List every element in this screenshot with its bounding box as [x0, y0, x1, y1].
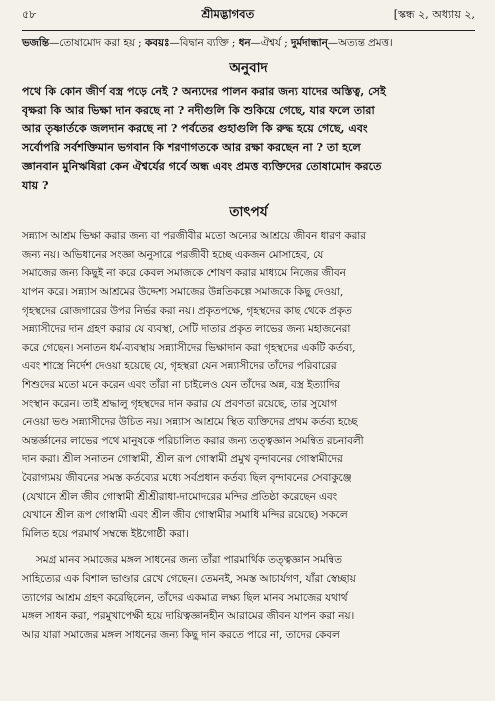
text-line: সর্বোপরি সর্বশক্তিমান ভগবান কি শরণাগতকে আর রক্ষা করছেন না ? তা হলে: [22, 141, 361, 155]
text-line: সমগ্র মানব সমাজের মঙ্গল সাধনের জন্য তাঁরা পারমার্থিক তত্ত্বজ্ঞান সমন্বিত: [36, 554, 342, 567]
text-line: বৃক্ষরা কি আর ভিক্ষা দান করছে না ? নদীগুলি কি শুকিয়ে গেছে, যার ফলে তারা: [22, 103, 375, 117]
translation-text: [22, 83, 475, 195]
gloss-meaning: —ঐশ্বর্য ;: [250, 37, 288, 49]
text-line: বৈরাগ্যময় জীবনের সমস্ত কর্তব্যের মধ্যে সর্বপ্রধান কর্তব্য ছিল বৃন্দাবনের সেবাকুঞ্জে: [22, 471, 352, 484]
purport-paragraph-1: [22, 227, 475, 543]
text-line: করে গেছেন। সনাতন ধর্ম-ব্যবস্থায় সন্ন্যাসীদের ভিক্ষাদান করা গৃহস্থদের একটি কর্তব্য,: [22, 341, 356, 354]
text-line: সংস্থান করেন। তাই শ্রদ্ধালু গৃহস্থদের দান করার যে প্রবণতা রয়েছে, তার সুযোগ: [22, 397, 337, 410]
text-line: নেওয়া ভণ্ড সন্ন্যাসীদের উচিত নয়। সন্ন্যাস আশ্রমে স্থিত ব্যক্তিদের প্রথম কর্তব্য হচ্ছে: [22, 416, 358, 429]
text-line: আর তৃষ্ণার্তকে জলদান করছে না ? পর্বতের গুহাগুলি কি রুদ্ধ হয়ে গেছে, এবং: [22, 122, 368, 136]
translation-heading: অনুবাদ: [229, 60, 268, 76]
text-line: শিশুদের মতো মনে করেন এবং তাঁরা না চাইলেও যেন তাঁদের অন্ন, বস্ত্র ইত্যাদির: [22, 378, 341, 391]
purport-heading: তাৎপর্য: [229, 204, 268, 221]
book-title: শ্রীমদ্ভাগবত: [201, 7, 255, 21]
text-line: গৃহস্থদের রোজগারের উপর নির্ভর করা নয়। প্রকৃতপক্ষে, গৃহস্থদের কাছ থেকে প্রকৃত: [22, 304, 352, 317]
text-line: আর যারা সমাজের মঙ্গল সাধনের জন্য কিছু দান করতে পারে না, তাদের কেবল: [22, 628, 340, 641]
gloss-word: ভজন্তি: [22, 37, 49, 49]
text-line: মঙ্গল সাধন করা, পরমুখাপেক্ষী হয়ে দায়িত্বজ্ঞানহীন আরামের জীবন যাপন করা নয়।: [22, 610, 355, 623]
text-line: যাপন করে। সন্ন্যাস আশ্রমের উদ্দেশ্য সমাজের উন্নতিকল্পে সমাজকে কিছু দেওয়া,: [22, 286, 344, 298]
gloss-word: কবয়ঃ: [144, 37, 170, 49]
text-line: অন্তর্জ্ঞানের লাভের পথে মানুষকে পরিচালিত করার জন্য তত্ত্বজ্ঞান সমন্বিত রচনাবলী: [22, 434, 364, 447]
text-line: যেখানে শ্রীল রূপ গোস্বামী এবং শ্রীল জীব গোস্বামীর সমাধি মন্দির রয়েছে) সকলে: [22, 509, 348, 522]
text-line: সাহিত্যের এক বিশাল ভাণ্ডার রেখে গেছেন। তেমনই, সমস্ত আচার্যগণ, যাঁরা স্বেচ্ছায়: [22, 572, 356, 585]
text-line: এবং শাস্ত্রে নির্দেশ দেওয়া হয়েছে যে, গৃহস্থরা যেন সন্ন্যাসীদের তাঁদের পরিবারের: [22, 360, 337, 373]
chapter-reference: [স্কন্ধ ২, অধ্যায় ২,: [393, 8, 475, 21]
text-line: (যেখানে শ্রীল জীব গোস্বামী শ্রীশ্রীরাধা-দামোদরের মন্দির প্রতিষ্ঠা করেছেন এবং: [22, 490, 338, 503]
header-rule: [22, 30, 475, 31]
text-line: জন্য নয়। অভিধানের সংজ্ঞা অনুসারে পরজীবী হচ্ছে একজন মোসাহেব, যে: [22, 248, 324, 261]
text-line: দান করা। শ্রীল সনাতন গোস্বামী, শ্রীল রূপ গোস্বামী প্রমুখ বৃন্দাবনের গোস্বামীদের: [22, 453, 343, 466]
gloss-word: ধন: [238, 37, 251, 49]
text-line: যায় ?: [22, 178, 49, 192]
running-header: [22, 6, 475, 30]
purport-paragraph-2: [22, 551, 475, 644]
text-line: মিলিত হয়ে পরমার্থ সম্বন্ধে ইষ্টগোষ্ঠী করা।: [22, 527, 189, 540]
text-line: ত্যাগের আশ্রম গ্রহণ করেছিলেন, তাঁদের একমাত্র লক্ষ্য ছিল মানব সমাজের যথার্থ: [22, 591, 348, 604]
page-number: ৫৮: [22, 8, 37, 21]
gloss-meaning: —অত্যন্ত প্রমত্ত।: [327, 37, 393, 49]
text-line: পথে কি কোন জীর্ণ বস্ত্র পড়ে নেই ? অন্যদের পালন করার জন্য যাদের অস্তিত্ব, সেই: [22, 85, 386, 98]
text-line: জ্ঞানবান মুনিঋষিরা কেন ঐশ্বর্যের গর্বে অন্ধ এবং প্রমত্ত ব্যক্তিদের তোষামোদ করতে: [22, 159, 382, 173]
text-line: সন্ন্যাস আশ্রম ভিক্ষা করার জন্য বা পরজীবীর মতো অন্যের আশ্রয়ে জীবন ধারণ করার: [22, 230, 366, 243]
text-line: সন্ন্যাসীদের দান গ্রহণ করার যে ব্যবস্থা, সেটি দাতার প্রকৃত লাভের জন্য মহাজনেরা: [22, 323, 351, 336]
gloss-meaning: —বিদ্বান ব্যক্তি ;: [169, 37, 236, 49]
text-line: সমাজের জন্য কিছুই না করে কেবল সমাজকে শোষণ করার মাধ্যমে নিজের জীবন: [22, 267, 346, 280]
word-gloss: [22, 35, 475, 51]
gloss-meaning: —তোষামোদ করা হয় ;: [48, 37, 142, 49]
gloss-word: দুর্মদান্ধান্: [290, 37, 328, 49]
